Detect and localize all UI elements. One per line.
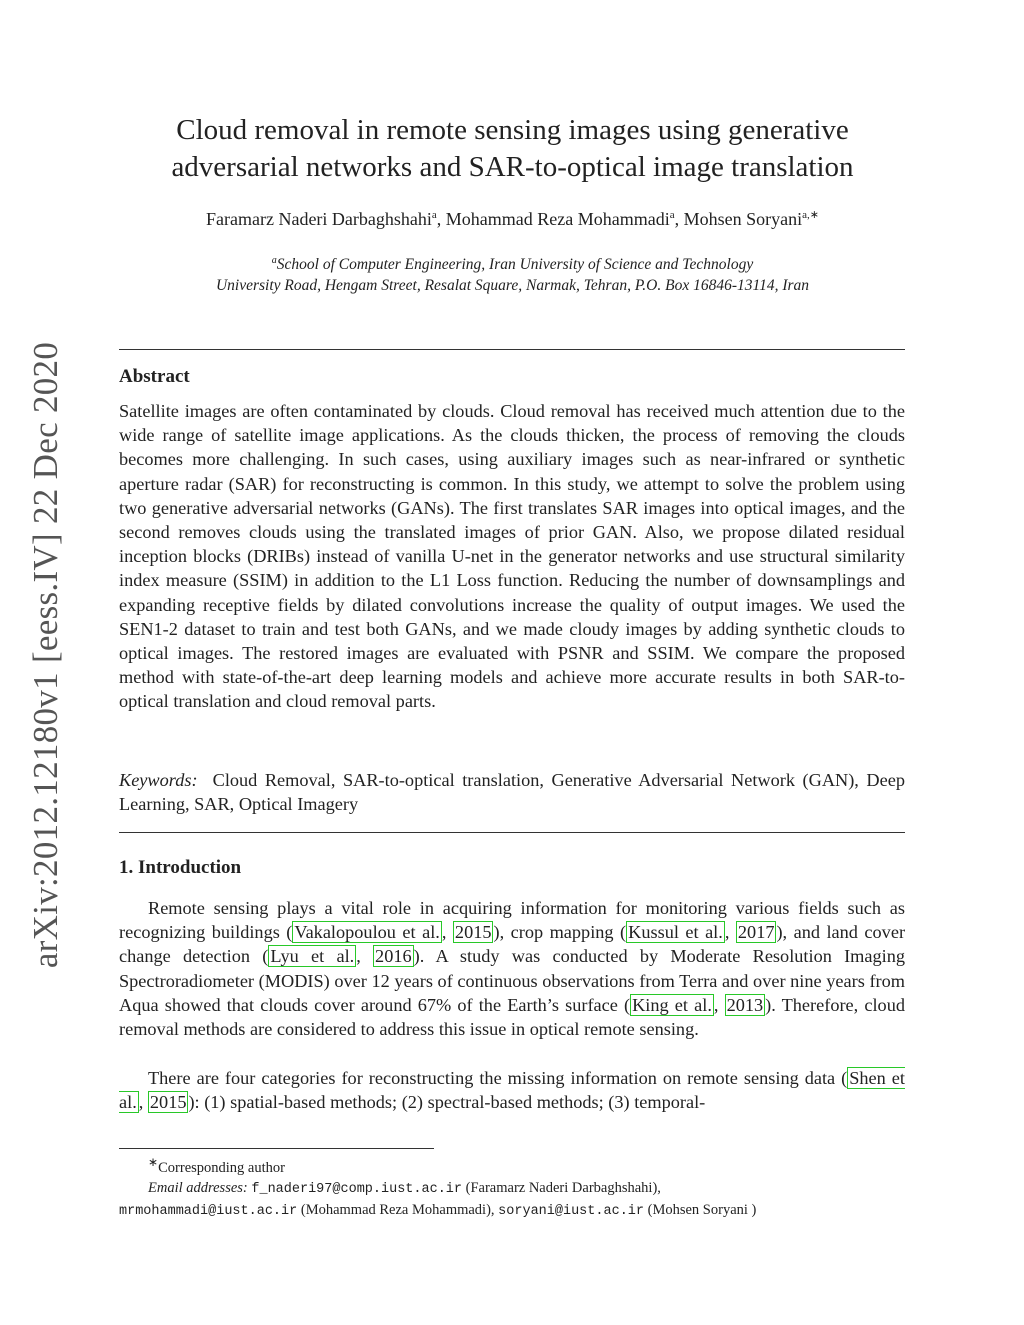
- keywords: [119, 768, 905, 816]
- author-name: Faramarz Naderi Darbaghshahi: [206, 209, 432, 229]
- footnote-corresponding: ∗Corresponding author Email addresses: f_naderi97@comp.iust.ac.ir (Faramarz Naderi Darbaghshahi), mrmohammadi@iust.ac.ir (Mohammad Reza Mohammadi), soryani@iust.ac.ir (Mohsen Soryani ): [119, 1155, 757, 1219]
- affiliation-line-2: University Road, Hengam Street, Resalat Square, Narmak, Tehran, P.O. Box 16846-13114, Iran: [215, 277, 810, 295]
- citation-link[interactable]: 2015: [149, 1092, 187, 1113]
- citation-link[interactable]: 2015: [454, 922, 492, 943]
- paper-title: [120, 112, 905, 186]
- author-mark: a: [669, 209, 675, 221]
- author-mark: a: [431, 209, 437, 221]
- introduction-heading: 1. Introduction: [119, 857, 242, 878]
- abstract-bottom-rule: [119, 832, 905, 833]
- arxiv-stamp: [14, 340, 78, 970]
- affiliation: [120, 250, 905, 296]
- body-text: ). A study was conducted by Moderate Resolution Imaging Spectroradiometer (MODIS) over 12 years of continuous observations from Terra and over nine years from Aqua showed that clouds cover around 67% of the Earth’s surface (: [119, 946, 906, 1015]
- body-text: ,: [138, 1092, 148, 1113]
- abstract-top-rule: [119, 349, 905, 350]
- abstract-heading: Abstract: [119, 366, 190, 387]
- citation-link[interactable]: 2017: [737, 922, 775, 943]
- email-owner: (Mohammad Reza Mohammadi),: [297, 1201, 499, 1218]
- affiliation-mark: a: [271, 255, 277, 266]
- footnote-rule: [119, 1148, 434, 1149]
- introduction-paragraph-2: [119, 1066, 905, 1114]
- citation-link[interactable]: Vakalopoulou et al.: [294, 922, 440, 943]
- body-text: ,: [356, 946, 374, 967]
- author-mark: a,∗: [802, 209, 819, 221]
- corresponding-author-note: Corresponding author: [158, 1159, 285, 1176]
- body-text: Remote sensing plays a vital role in acquiring information for monitoring various fields such as recognizing buildings (: [119, 898, 905, 943]
- email-owner: (Mohsen Soryani ): [644, 1201, 757, 1218]
- arxiv-stamp-text: arXiv:2012.12180v1 [eess.IV] 22 Dec 2020: [26, 341, 65, 969]
- body-text: ,: [441, 922, 453, 943]
- body-text: ,: [724, 922, 736, 943]
- body-text: There are four categories for reconstructing the missing information on remote sensing data (: [148, 1068, 848, 1088]
- email-link[interactable]: f_naderi97@comp.iust.ac.ir: [251, 1181, 463, 1197]
- title-line-1: Cloud removal in remote sensing images using generative: [176, 114, 849, 146]
- affiliation-line-1: School of Computer Engineering, Iran University of Science and Technology: [276, 256, 754, 274]
- body-text: ), and land cover change detection (: [119, 922, 906, 967]
- body-text: ,: [713, 994, 725, 1015]
- email-link[interactable]: mrmohammadi@iust.ac.ir: [119, 1203, 298, 1219]
- citation-link[interactable]: Lyu et al.: [270, 946, 355, 967]
- body-text: ): (1) spatial-based methods; (2) spectral-based methods; (3) temporal-: [188, 1092, 706, 1113]
- email-label: Email addresses:: [148, 1179, 248, 1196]
- citation-link[interactable]: 2016: [375, 946, 412, 967]
- introduction-paragraph-1: [119, 896, 905, 1041]
- body-text: ), crop mapping (: [493, 922, 627, 943]
- body-text: ). Therefore, cloud removal methods are considered to address this issue in optical remote sensing.: [119, 994, 905, 1040]
- author-name: Mohsen Soryani: [683, 209, 803, 229]
- citation-link[interactable]: Kussul et al.: [628, 922, 723, 943]
- author-list: Faramarz Naderi Darbaghshahi$^a$, Mohammad Reza Mohammadi$^a$, Mohsen Soryani$^{a,∗}$: [206, 209, 819, 229]
- citation-link[interactable]: 2013: [726, 994, 764, 1015]
- keywords-label: Keywords:: [119, 770, 198, 790]
- abstract-text: Satellite images are often contaminated by clouds. Cloud removal has received much attention due to the wide range of satellite image applications. As the clouds thicken, the process of removing the clouds becomes more challenging. In such cases, using auxiliary images such as near-infrared or synthetic aperture radar (SAR) for reconstructing is common. In this study, we attempt to solve the problem using two generative adversarial networks (GANs). The first translates SAR images into optical images, and the second removes clouds using the translated images of prior GAN. Also, we propose dilated residual inception blocks (DRIBs) instead of vanilla U-net in the generator networks and use structural similarity index measure (SSIM) in addition to the L1 Loss function. Reducing the number of downsamplings and expanding receptive fields by dilated convolutions increase the quality of output images. We used the SEN1-2 dataset to train and test both GANs, and we made cloudy images by adding synthetic clouds to optical images. The restored images are evaluated with PSNR and SSIM. We compare the proposed method with state-of-the-art deep learning models and achieve more accurate results in both SAR-to-optical translation and cloud removal parts.: [119, 401, 905, 712]
- citation-link[interactable]: Shen et al.: [119, 1068, 905, 1113]
- citation-link[interactable]: King et al.: [632, 994, 712, 1015]
- email-owner: (Faramarz Naderi Darbaghshahi),: [462, 1179, 661, 1196]
- keywords-text: Cloud Removal, SAR-to-optical translation, Generative Adversarial Network (GAN), Deep Learning, SAR, Optical Imagery: [119, 770, 905, 815]
- author-name: Mohammad Reza Mohammadi: [445, 209, 670, 229]
- title-line-2: adversarial networks and SAR-to-optical image translation: [171, 151, 854, 183]
- email-link[interactable]: soryani@iust.ac.ir: [498, 1203, 644, 1219]
